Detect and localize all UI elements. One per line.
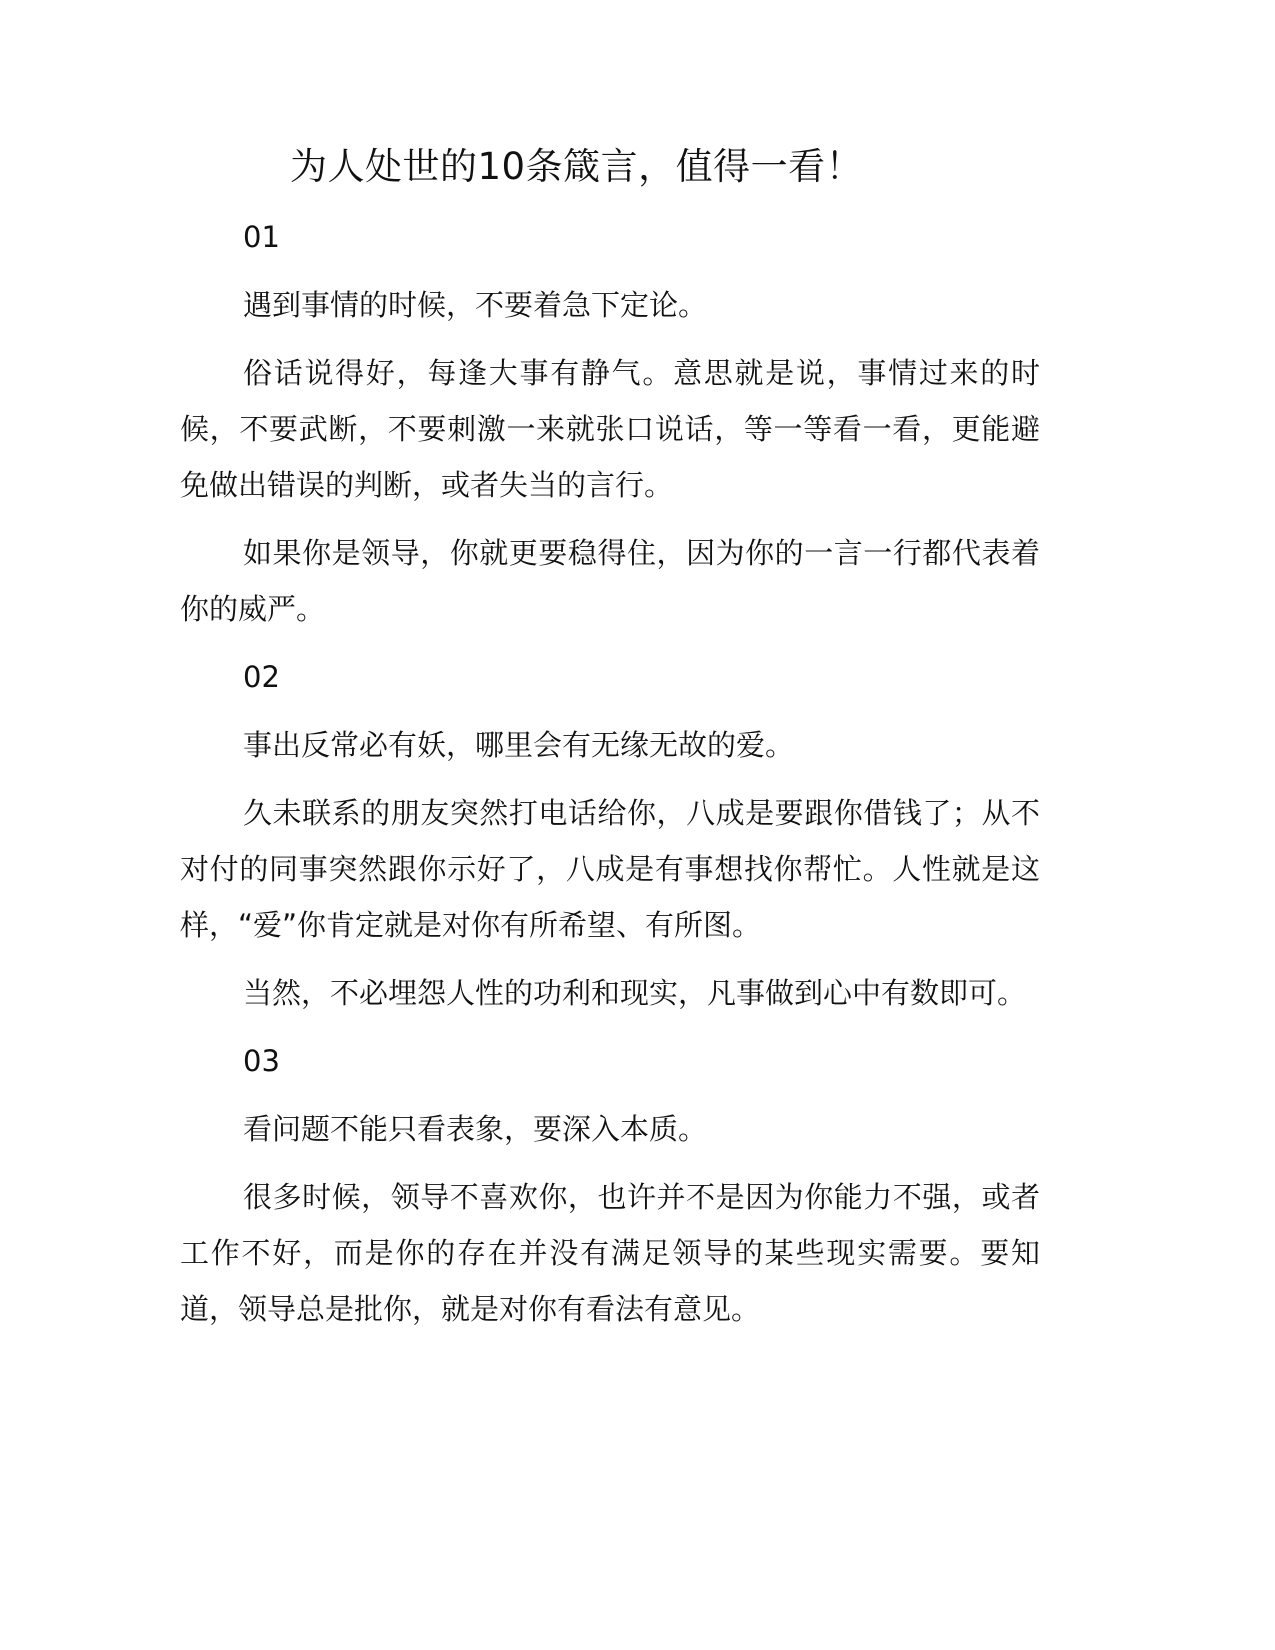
paragraph: 俗话说得好，每逢大事有静气。意思就是说，事情过来的时候，不要武断，不要刺激一来就张口说话，等一等看一看，更能避免做出错误的判断，或者失当的言行。 bbox=[180, 356, 1040, 503]
document-page bbox=[180, 145, 1040, 1349]
section-heading: 看问题不能只看表象，要深入本质。 bbox=[243, 1112, 708, 1147]
section-heading: 遇到事情的时候，不要着急下定论。 bbox=[243, 288, 708, 323]
paragraph: 久未联系的朋友突然打电话给你，八成是要跟你借钱了；从不对付的同事突然跟你示好了，八成是有事想找你帮忙。人性就是这样，“爱”你肯定就是对你有所希望、有所图。 bbox=[180, 796, 1040, 943]
paragraph: 当然，不必埋怨人性的功利和现实，凡事做到心中有数即可。 bbox=[243, 976, 1027, 1011]
section-number: 03 bbox=[243, 1044, 280, 1079]
section-heading: 事出反常必有妖，哪里会有无缘无故的爱。 bbox=[243, 728, 795, 763]
document-title: 为人处世的10条箴言，值得一看！ bbox=[290, 145, 864, 188]
section-number: 02 bbox=[243, 660, 280, 695]
section-01 bbox=[180, 209, 1040, 637]
section-03 bbox=[180, 1033, 1040, 1337]
paragraph: 很多时候，领导不喜欢你，也许并不是因为你能力不强，或者工作不好，而是你的存在并没有满足领导的某些现实需要。要知道，领导总是批你，就是对你有看法有意见。 bbox=[180, 1180, 1040, 1327]
section-number: 01 bbox=[243, 220, 280, 255]
section-02 bbox=[180, 649, 1040, 1021]
paragraph: 如果你是领导，你就更要稳得住，因为你的一言一行都代表着你的威严。 bbox=[180, 536, 1040, 627]
